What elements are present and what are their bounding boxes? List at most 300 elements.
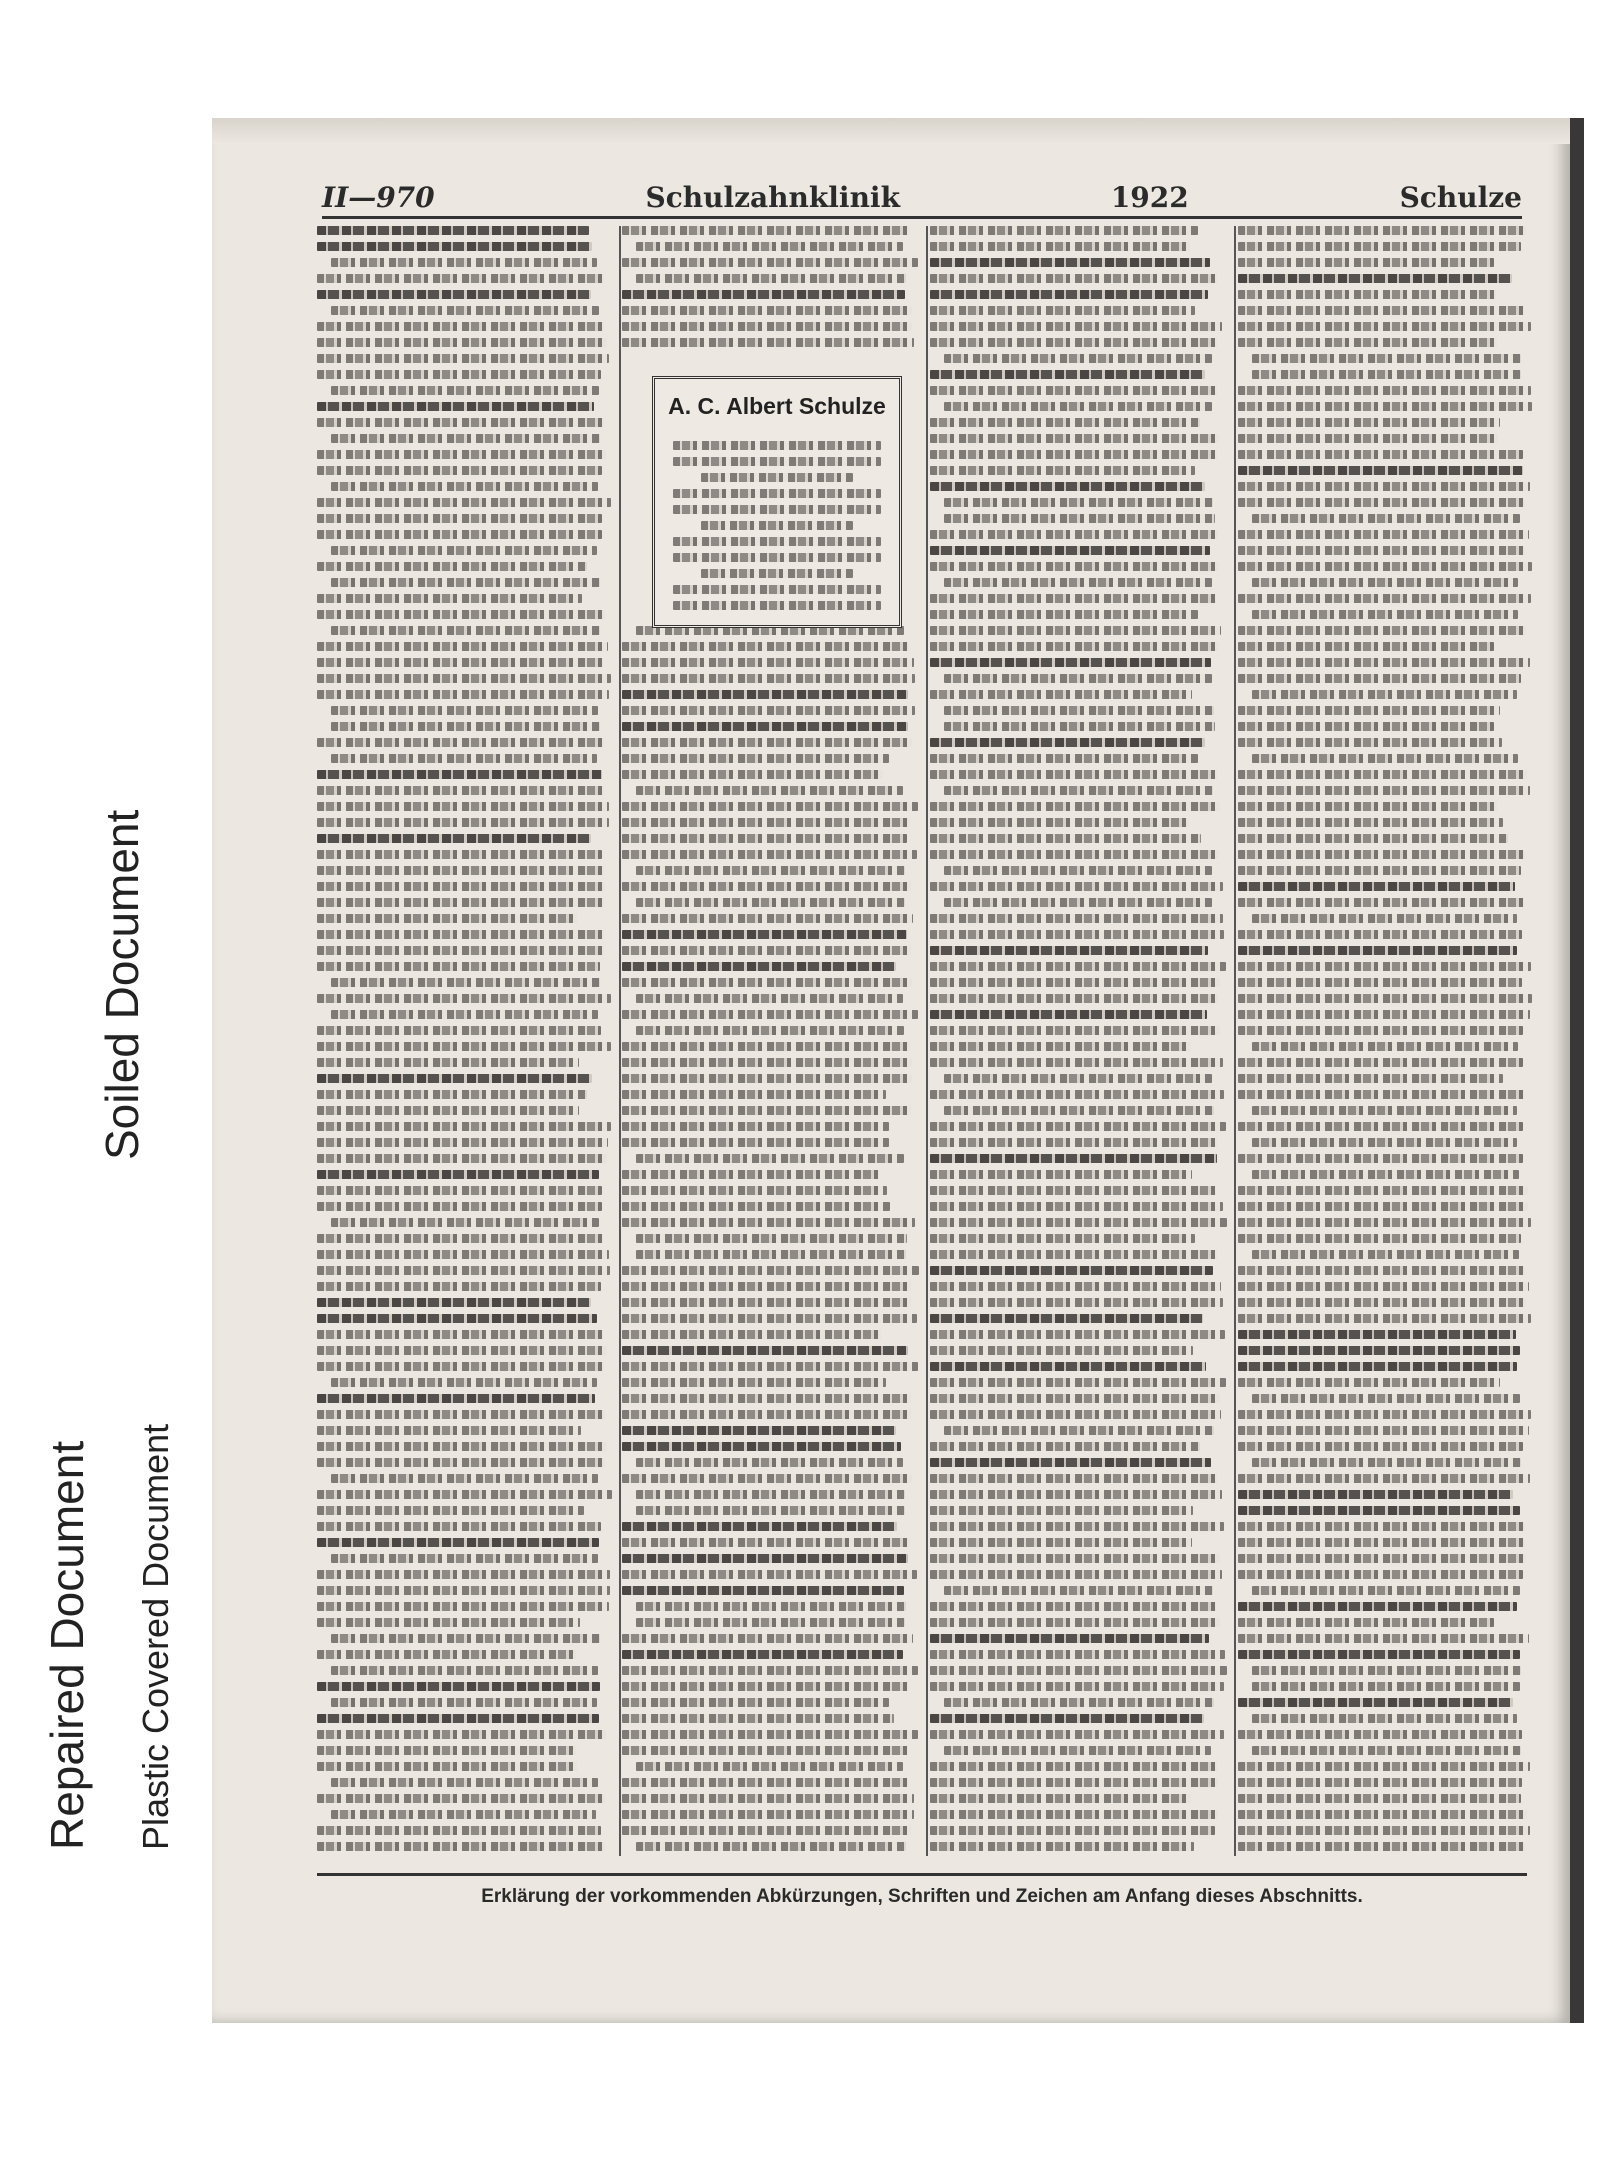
entry-line <box>930 1362 1206 1371</box>
entry-line <box>1238 1186 1528 1195</box>
entry-line <box>317 1602 609 1611</box>
entry-line <box>1238 450 1523 459</box>
directory-page <box>212 118 1584 2023</box>
entry-line <box>944 722 1215 731</box>
entry-line <box>636 866 905 875</box>
entry-line <box>622 1314 917 1323</box>
entry-line <box>1252 914 1517 923</box>
entry-line <box>930 834 1201 843</box>
header-rule <box>322 216 1522 219</box>
entry-line <box>622 642 909 651</box>
entry-line <box>636 242 903 251</box>
entry-line <box>1238 1426 1529 1435</box>
entry-line <box>1238 1010 1530 1019</box>
entry-line <box>930 1730 1224 1739</box>
entry-line <box>1238 1570 1523 1579</box>
entry-line <box>622 1570 917 1579</box>
entry-line <box>1238 834 1508 843</box>
entry-line <box>317 1490 612 1499</box>
advertisement-title: A. C. Albert Schulze <box>668 393 886 419</box>
entry-line <box>331 1474 598 1483</box>
entry-line <box>317 738 604 747</box>
entry-line <box>930 1026 1220 1035</box>
entry-line <box>1238 1218 1531 1227</box>
entry-line <box>636 1234 907 1243</box>
entry-line <box>317 914 577 923</box>
entry-line <box>317 882 605 891</box>
entry-line <box>1238 1282 1529 1291</box>
entry-line <box>317 530 602 539</box>
entry-line <box>930 1282 1221 1291</box>
advertisement-line <box>673 601 880 610</box>
entry-line <box>317 610 605 619</box>
entry-line <box>930 1794 1191 1803</box>
entry-line <box>930 1522 1224 1531</box>
entry-line <box>331 1698 597 1707</box>
entry-line <box>930 1234 1195 1243</box>
entry-line <box>622 1410 911 1419</box>
entry-line <box>1238 226 1526 235</box>
entry-line <box>930 1618 1220 1627</box>
entry-line <box>944 1586 1213 1595</box>
entry-line <box>1252 1746 1521 1755</box>
entry-line <box>636 1618 905 1627</box>
entry-line <box>1238 1778 1522 1787</box>
header-right-title: Schulze <box>1399 180 1522 214</box>
advertisement-line <box>673 505 880 514</box>
entry-line <box>930 1314 1203 1323</box>
entry-line <box>636 1602 906 1611</box>
entry-line <box>317 1282 601 1291</box>
entry-line <box>317 690 609 699</box>
entry-line <box>1238 1122 1523 1131</box>
entry-line <box>317 658 603 667</box>
entry-line <box>1238 1762 1530 1771</box>
entry-line <box>930 1650 1225 1659</box>
entry-line <box>1238 722 1494 731</box>
entry-line <box>636 274 906 283</box>
entry-line <box>1238 882 1515 891</box>
entry-line <box>930 1474 1217 1483</box>
entry-line <box>317 1122 611 1131</box>
entry-line <box>622 1778 909 1787</box>
entry-line <box>944 1698 1214 1707</box>
entry-line <box>331 1778 598 1787</box>
entry-line <box>1252 1138 1517 1147</box>
entry-line <box>317 290 591 299</box>
entry-line <box>930 1762 1217 1771</box>
entry-line <box>1238 818 1503 827</box>
entry-line <box>1238 642 1494 651</box>
entry-line <box>636 898 905 907</box>
entry-line <box>930 370 1205 379</box>
entry-line <box>930 1458 1211 1467</box>
entry-line <box>331 546 597 555</box>
entry-line <box>1238 962 1531 971</box>
entry-line <box>331 1378 597 1387</box>
entry-line <box>317 274 604 283</box>
entry-line <box>930 802 1220 811</box>
entry-line <box>1252 1586 1520 1595</box>
entry-line <box>1238 1634 1529 1643</box>
entry-line <box>930 1682 1224 1691</box>
page-number: II—970 <box>322 180 435 214</box>
entry-line <box>317 1090 587 1099</box>
entry-line <box>622 1714 894 1723</box>
entry-line <box>930 482 1205 491</box>
entry-line <box>930 450 1217 459</box>
entry-line <box>1238 530 1529 539</box>
entry-line <box>944 1106 1214 1115</box>
entry-line <box>930 1202 1223 1211</box>
entry-line <box>1238 466 1523 475</box>
entry-line <box>622 1122 889 1131</box>
advertisement-box <box>652 376 902 628</box>
entry-line <box>317 962 600 971</box>
entry-line <box>317 354 609 363</box>
entry-line <box>1238 1826 1530 1835</box>
entry-line <box>317 1170 599 1179</box>
entry-line <box>930 962 1226 971</box>
entry-line <box>930 1634 1209 1643</box>
entry-line <box>930 658 1211 667</box>
entry-line <box>944 402 1212 411</box>
entry-line <box>1238 1330 1516 1339</box>
entry-line <box>317 1682 600 1691</box>
entry-line <box>930 1554 1220 1563</box>
entry-line <box>622 1586 904 1595</box>
entry-line <box>1238 802 1497 811</box>
entry-line <box>944 898 1212 907</box>
entry-line <box>1252 1458 1521 1467</box>
entry-line <box>317 466 602 475</box>
entry-line <box>622 738 912 747</box>
entry-line <box>317 322 604 331</box>
entry-line <box>1238 1090 1524 1099</box>
entry-line <box>930 1810 1218 1819</box>
entry-line <box>622 1170 879 1179</box>
entry-line <box>930 1538 1192 1547</box>
entry-line <box>622 754 889 763</box>
entry-line <box>331 1554 598 1563</box>
entry-line <box>1252 1250 1519 1259</box>
entry-line <box>1238 1346 1520 1355</box>
entry-line <box>331 722 600 731</box>
entry-line <box>622 882 911 891</box>
entry-line <box>944 674 1212 683</box>
page-edge-shadow <box>212 118 1570 144</box>
entry-line <box>622 930 907 939</box>
entry-line <box>317 866 604 875</box>
entry-line <box>622 1202 890 1211</box>
header-left-title: Schulzahnklinik <box>645 180 900 214</box>
entry-line <box>317 1362 604 1371</box>
entry-line <box>636 1842 906 1851</box>
entry-line <box>1238 1618 1494 1627</box>
entry-line <box>1238 1058 1523 1067</box>
entry-line <box>1238 1794 1521 1803</box>
entry-line <box>317 1586 610 1595</box>
entry-line <box>930 1842 1194 1851</box>
entry-line <box>1238 1730 1522 1739</box>
entry-line <box>317 1346 607 1355</box>
entry-line <box>930 882 1223 891</box>
repaired-document-label: Repaired Document <box>41 1440 93 1850</box>
entry-line <box>930 274 1217 283</box>
entry-line <box>1238 1698 1513 1707</box>
entry-line <box>1238 1650 1520 1659</box>
entry-line <box>1238 1602 1517 1611</box>
entry-line <box>1238 1378 1500 1387</box>
entry-line <box>930 1394 1220 1403</box>
entry-line <box>317 1570 610 1579</box>
entry-line <box>930 306 1195 315</box>
entry-line <box>1238 1842 1525 1851</box>
entry-line <box>1238 1026 1523 1035</box>
entry-line <box>944 498 1213 507</box>
entry-line <box>1238 994 1532 1003</box>
entry-line <box>930 1042 1191 1051</box>
entry-line <box>930 914 1223 923</box>
entry-line <box>622 1266 919 1275</box>
entry-line <box>622 1650 903 1659</box>
entry-line <box>1238 1314 1531 1323</box>
entry-line <box>317 1794 605 1803</box>
entry-line <box>317 1186 602 1195</box>
entry-line <box>622 1810 914 1819</box>
entry-line <box>622 1218 915 1227</box>
advertisement-line <box>673 553 880 562</box>
entry-line <box>944 354 1212 363</box>
entry-line <box>317 1250 609 1259</box>
entry-line <box>317 1266 610 1275</box>
entry-line <box>1238 482 1530 491</box>
entry-line <box>1238 546 1525 555</box>
entry-line <box>317 1154 607 1163</box>
entry-line <box>622 1282 911 1291</box>
entry-line <box>331 1634 600 1643</box>
entry-line <box>331 1010 598 1019</box>
soiled-document-label: Soiled Document <box>96 809 148 1160</box>
advertisement-line <box>673 537 880 546</box>
entry-line <box>1238 306 1524 315</box>
entry-line <box>930 690 1192 699</box>
entry-line <box>622 1378 886 1387</box>
entry-line <box>930 322 1222 331</box>
entry-line <box>1238 1810 1527 1819</box>
entry-line <box>317 1074 592 1083</box>
entry-line <box>622 674 915 683</box>
entry-line <box>930 1250 1217 1259</box>
entry-line <box>944 1074 1212 1083</box>
entries-column-4 <box>1238 226 1538 1856</box>
entry-line <box>1252 1682 1520 1691</box>
entry-line <box>930 738 1205 747</box>
entry-line <box>317 1522 601 1531</box>
entry-line <box>622 1426 896 1435</box>
entry-line <box>930 1090 1224 1099</box>
entry-line <box>1238 770 1527 779</box>
entry-line <box>930 1154 1217 1163</box>
entry-line <box>1238 402 1532 411</box>
entry-line <box>622 658 914 667</box>
entry-line <box>930 1442 1200 1451</box>
entry-line <box>317 1842 605 1851</box>
entry-line <box>930 226 1198 235</box>
advertisement-line <box>673 457 880 466</box>
entry-line <box>1252 354 1521 363</box>
entry-line <box>1252 690 1517 699</box>
entry-line <box>1252 1106 1517 1115</box>
entry-line <box>622 1634 913 1643</box>
entry-line <box>930 1266 1213 1275</box>
entry-line <box>622 1330 881 1339</box>
entry-line <box>622 1106 911 1115</box>
entry-line <box>331 258 597 267</box>
entry-line <box>944 578 1212 587</box>
entry-line <box>317 850 602 859</box>
footer-note: Erklärung der vorkommenden Abkürzungen, Schriften und Zeichen am Anfang dieses Abschnitts. <box>481 1886 1363 1907</box>
entry-line <box>1238 898 1524 907</box>
entry-line <box>317 1826 601 1835</box>
entry-line <box>317 674 611 683</box>
entry-line <box>1238 786 1530 795</box>
entry-line <box>1238 850 1525 859</box>
entry-line <box>622 1538 910 1547</box>
header-year: 1922 <box>1110 180 1189 214</box>
entry-line <box>317 834 591 843</box>
entry-line <box>1238 866 1521 875</box>
entry-line <box>622 818 910 827</box>
entry-line <box>944 1426 1214 1435</box>
entry-line <box>317 1394 595 1403</box>
entry-line <box>1238 1074 1503 1083</box>
entry-line <box>1238 562 1532 571</box>
entry-line <box>622 1010 918 1019</box>
entry-line <box>622 1746 908 1755</box>
entry-line <box>1252 1042 1518 1051</box>
entry-line <box>317 1058 579 1067</box>
entry-line <box>331 1218 599 1227</box>
entry-line <box>1238 674 1521 683</box>
entry-line <box>317 802 609 811</box>
entry-line <box>1238 930 1522 939</box>
entry-line <box>930 1778 1218 1787</box>
entry-line <box>1252 1394 1520 1403</box>
entry-line <box>331 706 598 715</box>
entry-line <box>636 1250 906 1259</box>
entry-line <box>944 866 1212 875</box>
entry-line <box>317 242 592 251</box>
entry-line <box>930 770 1217 779</box>
entry-line <box>331 386 599 395</box>
entry-line <box>622 914 913 923</box>
entry-line <box>930 978 1220 987</box>
entry-line <box>930 1490 1222 1499</box>
entry-line <box>930 1058 1223 1067</box>
entry-line <box>930 594 1216 603</box>
entry-line <box>1238 1154 1523 1163</box>
entry-line <box>930 562 1219 571</box>
entry-line <box>331 1666 598 1675</box>
entry-line <box>317 1410 605 1419</box>
entry-line <box>331 1810 596 1819</box>
entry-line <box>622 946 911 955</box>
entry-line <box>930 610 1198 619</box>
column-divider <box>1234 226 1236 1856</box>
entry-line <box>622 290 905 299</box>
entry-line <box>317 1426 581 1435</box>
entry-line <box>622 1138 889 1147</box>
entry-line <box>317 1202 602 1211</box>
page-header <box>322 173 1522 221</box>
entry-line <box>1252 514 1520 523</box>
entry-line <box>622 1826 911 1835</box>
plastic-covered-label: Plastic Covered Document <box>135 1423 176 1850</box>
entry-line <box>317 562 587 571</box>
entry-line <box>930 1714 1204 1723</box>
entry-line <box>317 946 604 955</box>
entry-line <box>622 978 912 987</box>
entry-line <box>930 1010 1207 1019</box>
entry-line <box>622 1042 910 1051</box>
entry-line <box>930 546 1210 555</box>
entry-line <box>622 1442 901 1451</box>
entry-line <box>622 1074 912 1083</box>
entry-line <box>636 786 903 795</box>
entry-line <box>1238 626 1526 635</box>
entry-line <box>636 1458 903 1467</box>
entry-line <box>317 1138 608 1147</box>
entry-line <box>1238 1362 1517 1371</box>
entry-line <box>1238 1490 1513 1499</box>
entry-line <box>317 770 602 779</box>
advertisement-line <box>701 473 852 482</box>
entry-line <box>317 930 604 939</box>
entry-line <box>317 514 602 523</box>
entry-line <box>622 1474 912 1483</box>
entry-line <box>1238 946 1517 955</box>
entry-line <box>1238 386 1531 395</box>
entry-line <box>930 754 1198 763</box>
entry-line <box>1238 1234 1521 1243</box>
entry-line <box>317 1714 599 1723</box>
entry-line <box>622 690 908 699</box>
column-divider <box>926 226 928 1856</box>
advertisement-line <box>673 441 880 450</box>
entry-line <box>622 1794 914 1803</box>
entry-line <box>1252 1666 1521 1675</box>
entry-line <box>930 290 1208 299</box>
entry-line <box>1238 498 1525 507</box>
entry-line <box>317 450 606 459</box>
entry-line <box>930 1602 1216 1611</box>
entry-line <box>930 466 1195 475</box>
entry-line <box>317 1442 607 1451</box>
entry-line <box>1238 258 1494 267</box>
entry-line <box>930 258 1210 267</box>
entry-line <box>1238 290 1496 299</box>
entry-line <box>930 1666 1227 1675</box>
entry-line <box>930 434 1219 443</box>
entry-line <box>636 994 903 1003</box>
entry-line <box>622 1186 887 1195</box>
entry-line <box>930 930 1224 939</box>
entry-line <box>1252 578 1518 587</box>
advertisement-line <box>701 521 852 530</box>
entry-line <box>622 1058 912 1067</box>
entry-line <box>636 1490 905 1499</box>
